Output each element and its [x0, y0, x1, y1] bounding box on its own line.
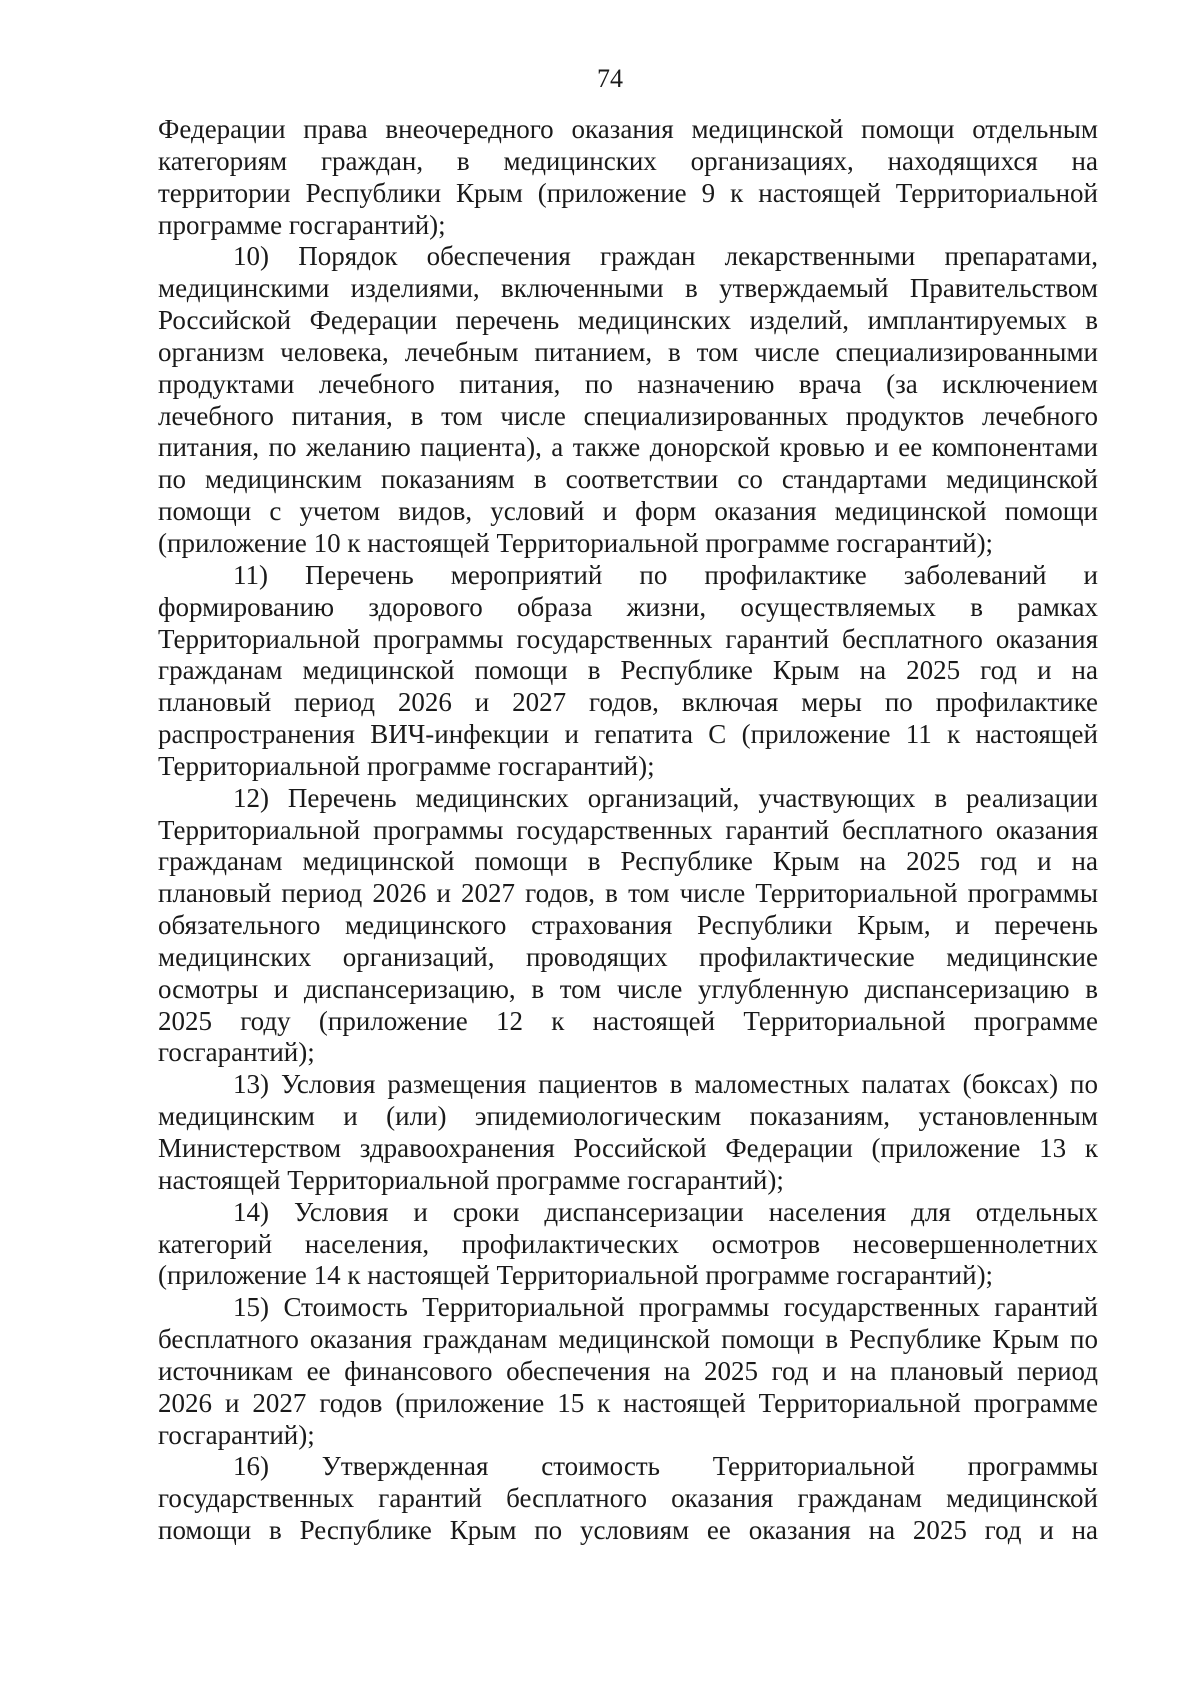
paragraph-10-first-line: 10) Порядок обеспечения граждан лекарственными препаратами,: [233, 241, 1098, 272]
text-line: Территориальной программе госгарантий);: [158, 750, 655, 781]
text-line: настоящей Территориальной программе госгарантий);: [158, 1164, 784, 1195]
text-line: категорий населения, профилактических осмотров несовершеннолетних: [158, 1228, 1098, 1259]
text-line: (приложение 14 к настоящей Территориальной программе госгарантий);: [158, 1260, 994, 1291]
paragraph-16-first-line: 16) Утвержденная стоимость Территориальной программы: [233, 1451, 1098, 1482]
text-line: медицинским и (или) эпидемиологическим показаниям, установленным: [158, 1101, 1098, 1132]
text-line: Российской Федерации перечень медицинских изделий, имплантируемых в: [158, 305, 1098, 336]
document-body: [158, 114, 1098, 1547]
text-line: медицинских организаций, проводящих профилактические медицинские: [158, 941, 1098, 972]
text-line: гражданам медицинской помощи в Республике Крым на 2025 год и на: [158, 655, 1098, 686]
text-line: Территориальной программы государственных гарантий бесплатного оказания: [158, 814, 1098, 845]
text-line: государственных гарантий бесплатного оказания гражданам медицинской: [158, 1483, 1098, 1514]
text-line: распространения ВИЧ-инфекции и гепатита С (приложение 11 к настоящей: [158, 719, 1098, 750]
text-line: источникам ее финансового обеспечения на 2025 год и на плановый период: [158, 1355, 1098, 1386]
text-line: программе госгарантий);: [158, 209, 446, 240]
text-line: по медицинским показаниям в соответствии со стандартами медицинской: [158, 464, 1098, 495]
text-line: Федерации права внеочередного оказания медицинской помощи отдельным: [158, 114, 1098, 144]
page-number: 74: [597, 64, 623, 93]
text-line: 2025 году (приложение 12 к настоящей Территориальной программе: [158, 1005, 1098, 1036]
text-line: осмотры и диспансеризацию, в том числе углубленную диспансеризацию в: [158, 973, 1098, 1004]
text-line: помощи с учетом видов, условий и форм оказания медицинской помощи: [158, 496, 1098, 527]
text-line: бесплатного оказания гражданам медицинской помощи в Республике Крым по: [158, 1324, 1098, 1355]
text-line: госгарантий);: [158, 1037, 315, 1068]
paragraph-11-first-line: 11) Перечень мероприятий по профилактике заболеваний и: [233, 559, 1098, 590]
paragraph-15-first-line: 15) Стоимость Территориальной программы государственных гарантий: [233, 1292, 1098, 1323]
text-line: плановый период 2026 и 2027 годов, в том числе Территориальной программы: [158, 878, 1098, 909]
text-line: лечебного питания, в том числе специализированных продуктов лечебного: [158, 400, 1098, 431]
text-line: (приложение 10 к настоящей Территориальной программе госгарантий);: [158, 527, 994, 558]
text-line: категориям граждан, в медицинских организациях, находящихся на: [158, 145, 1098, 176]
paragraph-14-first-line: 14) Условия и сроки диспансеризации населения для отдельных: [233, 1196, 1098, 1227]
text-line: гражданам медицинской помощи в Республике Крым на 2025 год и на: [158, 846, 1098, 877]
text-line: Министерством здравоохранения Российской Федерации (приложение 13 к: [158, 1133, 1098, 1163]
text-line: помощи в Республике Крым по условиям ее оказания на 2025 год и на: [158, 1515, 1098, 1546]
text-line: территории Республики Крым (приложение 9 к настоящей Территориальной: [158, 177, 1098, 208]
text-line: обязательного медицинского страхования Республики Крым, и перечень: [158, 910, 1098, 941]
text-line: Территориальной программы государственных гарантий бесплатного оказания: [158, 623, 1098, 654]
text-line: госгарантий);: [158, 1419, 315, 1450]
text-line: продуктами лечебного питания, по назначению врача (за исключением: [158, 368, 1098, 399]
text-line: плановый период 2026 и 2027 годов, включая меры по профилактике: [158, 687, 1098, 718]
paragraph-12-first-line: 12) Перечень медицинских организаций, участвующих в реализации: [233, 782, 1098, 813]
text-line: формированию здорового образа жизни, осуществляемых в рамках: [158, 591, 1098, 622]
text-line: организм человека, лечебным питанием, в том числе специализированными: [158, 336, 1098, 367]
text-line: 2026 и 2027 годов (приложение 15 к настоящей Территориальной программе: [158, 1387, 1098, 1418]
text-line: питания, по желанию пациента), а также донорской кровью и ее компонентами: [158, 432, 1098, 463]
text-line: медицинскими изделиями, включенными в утверждаемый Правительством: [158, 273, 1098, 304]
paragraph-13-first-line: 13) Условия размещения пациентов в маломестных палатах (боксах) по: [233, 1069, 1098, 1100]
